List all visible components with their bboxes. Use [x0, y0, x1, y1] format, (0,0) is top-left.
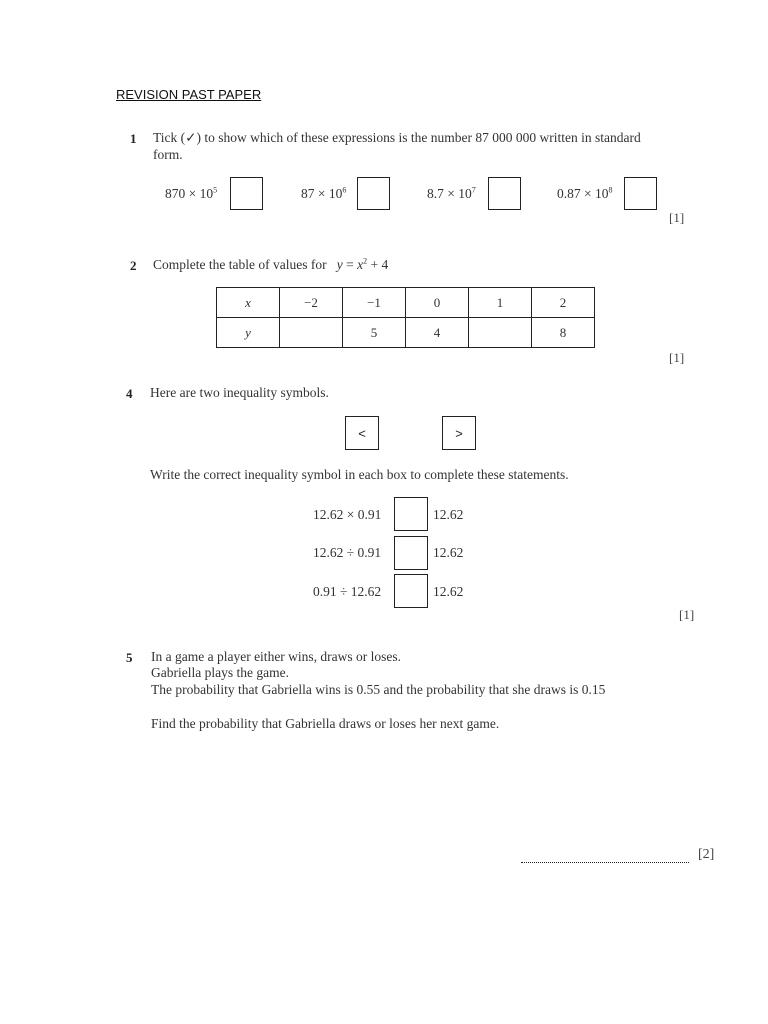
statement-1-left: 12.62 × 0.91 — [313, 507, 382, 522]
question-2-text: Complete the table of values for $y = x^2 + 4$ — [153, 256, 389, 272]
question-2-number: 2 — [130, 258, 137, 273]
y-value-cell: 4 — [406, 318, 469, 348]
question-4-instruction: Write the correct inequality symbol in each box to complete these statements. — [150, 467, 569, 482]
values-table — [216, 287, 595, 348]
x-value-cell: −2 — [280, 288, 343, 318]
question-1-number: 1 — [130, 131, 137, 146]
q1-option-2-checkbox[interactable] — [357, 177, 390, 210]
statement-2-right: 12.62 — [433, 545, 464, 560]
q1-option-1-label: $870 \times 10^5$ — [165, 185, 218, 201]
q4-marks: [1] — [679, 607, 695, 622]
statement-1-right: 12.62 — [433, 507, 464, 522]
q1-option-4-label: $0.87 \times 10^8$ — [557, 185, 613, 201]
statement-3-answer-box[interactable] — [394, 574, 428, 608]
statement-2-answer-box[interactable] — [394, 536, 428, 570]
question-5-line-4: Find the probability that Gabriella draws or loses her next game. — [151, 716, 500, 731]
q1-marks: [1] — [669, 210, 685, 225]
question-5-line-2: Gabriella plays the game. — [151, 665, 289, 680]
q2-marks: [1] — [669, 350, 685, 365]
question-4-number: 4 — [126, 386, 133, 401]
q1-option-3-label: $8.7 \times 10^7$ — [427, 185, 476, 201]
y-value-cell: 5 — [343, 318, 406, 348]
question-5-line-3: The probability that Gabriella wins is 0.55 and the probability that she draws is 0.15 — [151, 682, 606, 697]
answer-line[interactable] — [521, 862, 689, 863]
q1-option-4-checkbox[interactable] — [624, 177, 657, 210]
q1-option-2-label: $87 \times 10^6$ — [301, 185, 347, 201]
y-value-cell: 8 — [532, 318, 595, 348]
x-value-cell: 2 — [532, 288, 595, 318]
x-value-cell: 1 — [469, 288, 532, 318]
question-1-text-cont: form. — [153, 147, 183, 162]
greater-than-symbol-box: > — [442, 416, 476, 450]
page-title: REVISION PAST PAPER — [116, 87, 262, 102]
statement-3-right: 12.62 — [433, 584, 464, 599]
question-5-number: 5 — [126, 650, 133, 665]
y-value-cell[interactable] — [280, 318, 343, 348]
q1-option-1-checkbox[interactable] — [230, 177, 263, 210]
statement-1-answer-box[interactable] — [394, 497, 428, 531]
question-1-text: Tick (✓) to show which of these expressions is the number 87 000 000 written in standard — [153, 130, 641, 145]
question-4-text: Here are two inequality symbols. — [150, 385, 329, 400]
y-row-label: y — [217, 318, 280, 348]
x-value-cell: 0 — [406, 288, 469, 318]
x-value-cell: −1 — [343, 288, 406, 318]
less-than-symbol-box: < — [345, 416, 379, 450]
y-value-cell[interactable] — [469, 318, 532, 348]
statement-3-left: 0.91 ÷ 12.62 — [313, 584, 382, 599]
x-row-label: x — [217, 288, 280, 318]
statement-2-left: 12.62 ÷ 0.91 — [313, 545, 382, 560]
table-row — [217, 318, 595, 348]
table-row — [217, 288, 595, 318]
q5-marks: [2] — [698, 847, 715, 862]
q1-option-3-checkbox[interactable] — [488, 177, 521, 210]
question-5-line-1: In a game a player either wins, draws or loses. — [151, 649, 402, 664]
